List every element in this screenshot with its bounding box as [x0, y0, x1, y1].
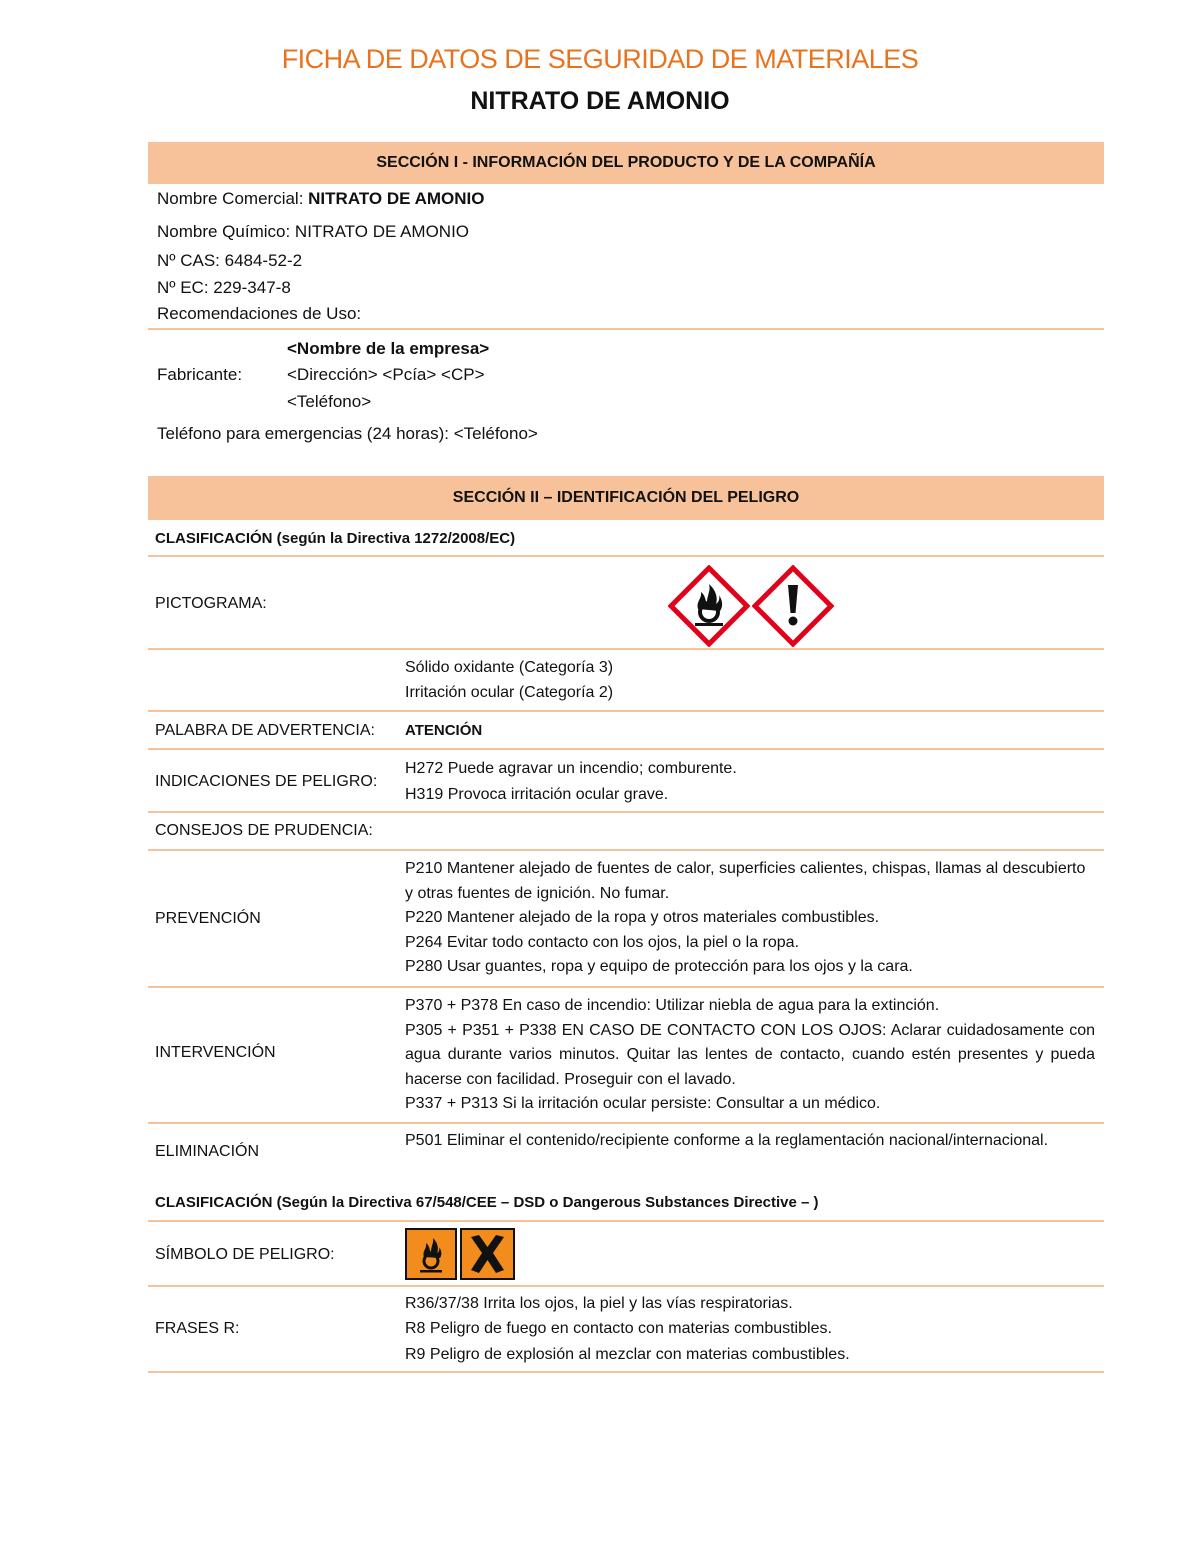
clasificacion-dsd-heading: CLASIFICACIÓN (Según la Directiva 67/548/CEE – DSD o Dangerous Substances Directive – ) — [155, 1194, 819, 1211]
h319-statement: H319 Provoca irritación ocular grave. — [405, 786, 669, 803]
p280-statement: P280 Usar guantes, ropa y equipo de protección para los ojos y la cara. — [405, 958, 913, 975]
divider — [148, 1285, 1104, 1287]
nombre-comercial-label: Nombre Comercial: — [157, 189, 309, 208]
divider — [148, 1122, 1104, 1124]
divider — [148, 555, 1104, 557]
clasificacion-ghs-heading: CLASIFICACIÓN (según la Directiva 1272/2008/EC) — [155, 530, 516, 547]
flame-over-circle-icon — [668, 565, 750, 647]
recomendaciones-uso: Recomendaciones de Uso: — [157, 304, 362, 323]
section-2-header: SECCIÓN II – IDENTIFICACIÓN DEL PELIGRO — [148, 476, 1104, 520]
p220-statement: P220 Mantener alejado de la ropa y otros materiales combustibles. — [405, 909, 880, 926]
prevencion-statements — [405, 857, 1095, 980]
r36-statement: R36/37/38 Irrita los ojos, la piel y las vías respiratorias. — [405, 1295, 793, 1312]
oxidizing-symbol-icon — [405, 1228, 457, 1280]
intervencion-label: INTERVENCIÓN — [155, 1044, 276, 1061]
empresa-phone: <Teléfono> — [287, 392, 372, 411]
nombre-comercial — [157, 189, 484, 209]
emergency-phone: Teléfono para emergencias (24 horas): <Teléfono> — [157, 424, 538, 443]
document-title: FICHA DE DATOS DE SEGURIDAD DE MATERIALES — [281, 44, 919, 74]
p210-statement: P210 Mantener alejado de fuentes de calor, superficies calientes, chispas, llamas al descubierto y otras fuentes de ignición. No fumar. — [405, 860, 1086, 902]
fabricante-label: Fabricante: — [157, 365, 243, 384]
exclamation-mark-icon — [752, 565, 834, 647]
empresa-address: <Dirección> <Pcía> <CP> — [287, 365, 485, 384]
empresa-name: <Nombre de la empresa> — [287, 339, 490, 358]
section-1-header: SECCIÓN I - INFORMACIÓN DEL PRODUCTO Y DE LA COMPAÑÍA — [148, 142, 1104, 184]
palabra-advertencia-value: ATENCIÓN — [405, 722, 483, 739]
cas-number: Nº CAS: 6484-52-2 — [157, 251, 303, 270]
p264-statement: P264 Evitar todo contacto con los ojos, la piel o la ropa. — [405, 933, 800, 951]
divider — [148, 811, 1104, 813]
indicaciones-peligro-label: INDICACIONES DE PELIGRO: — [155, 773, 378, 790]
harmful-cross-icon — [460, 1228, 515, 1280]
nombre-quimico: Nombre Químico: NITRATO DE AMONIO — [157, 222, 470, 241]
divider — [148, 849, 1104, 851]
palabra-advertencia-label: PALABRA DE ADVERTENCIA: — [155, 722, 375, 739]
hazard-class-oxidizing: Sólido oxidante (Categoría 3) — [405, 659, 614, 676]
r9-statement: R9 Peligro de explosión al mezclar con materias combustibles. — [405, 1346, 850, 1363]
divider — [148, 1371, 1104, 1373]
simbolo-peligro-label: SÍMBOLO DE PELIGRO: — [155, 1246, 335, 1263]
consejos-prudencia-label: CONSEJOS DE PRUDENCIA: — [155, 822, 373, 839]
p501-statement: P501 Eliminar el contenido/recipiente conforme a la reglamentación nacional/internacional. — [405, 1132, 1049, 1149]
hazard-class-eye: Irritación ocular (Categoría 2) — [405, 684, 614, 701]
prevencion-label: PREVENCIÓN — [155, 910, 261, 927]
document-subtitle: NITRATO DE AMONIO — [470, 87, 730, 115]
pictograma-label: PICTOGRAMA: — [155, 595, 267, 612]
divider — [148, 986, 1104, 988]
divider — [148, 748, 1104, 750]
p305-statement: P305 + P351 + P338 EN CASO DE CONTACTO CON LOS OJOS: Aclarar cuidadosamente con agua durante varios minutos. Quitar las lentes de contacto, cuando estén presentes y pueda hacerse con facilidad. Proseguir con el lavado. — [405, 1021, 1095, 1088]
intervencion-statements — [405, 994, 1095, 1117]
divider — [148, 328, 1104, 330]
divider — [148, 1220, 1104, 1222]
ec-number: Nº EC: 229-347-8 — [157, 278, 291, 297]
frases-r-label: FRASES R: — [155, 1320, 240, 1337]
r8-statement: R8 Peligro de fuego en contacto con materias combustibles. — [405, 1320, 832, 1337]
h272-statement: H272 Puede agravar un incendio; comburente. — [405, 760, 737, 777]
divider — [148, 710, 1104, 712]
divider — [148, 648, 1104, 650]
eliminacion-label: ELIMINACIÓN — [155, 1143, 260, 1160]
p337-statement: P337 + P313 Si la irritación ocular persiste: Consultar a un médico. — [405, 1095, 881, 1112]
nombre-comercial-value: NITRATO DE AMONIO — [308, 189, 485, 208]
p370-statement: P370 + P378 En caso de incendio: Utilizar niebla de agua para la extinción. — [405, 997, 940, 1014]
